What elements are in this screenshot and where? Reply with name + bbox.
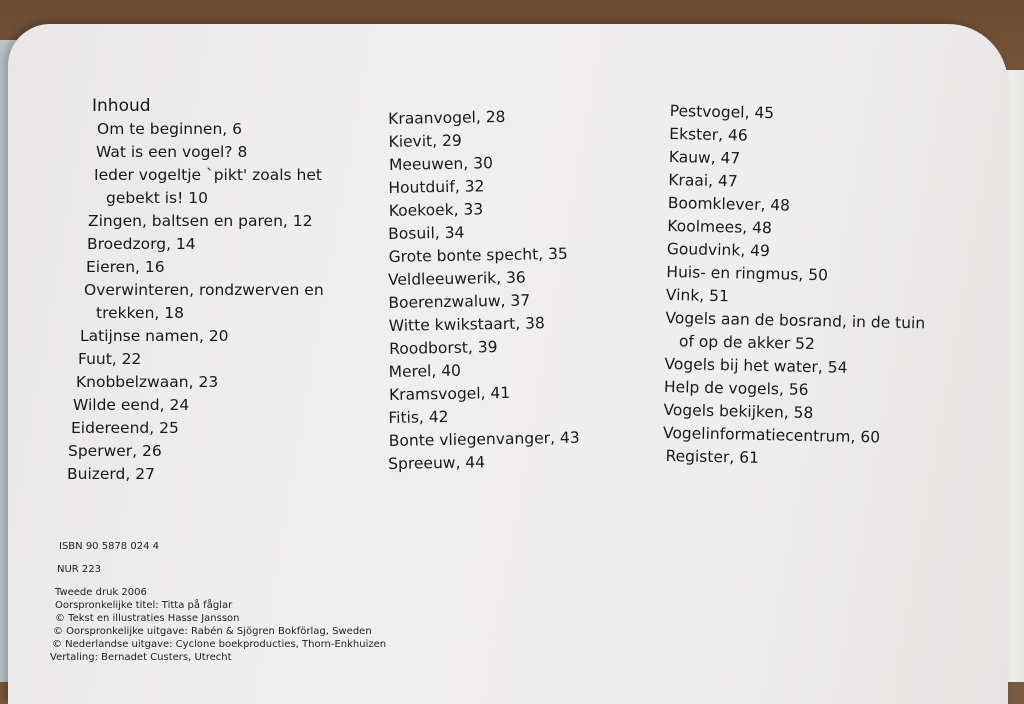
- toc-entry: Kraai, 47: [668, 170, 738, 191]
- nur-text: NUR 223: [57, 564, 102, 575]
- toc-entry: Eieren, 16: [86, 258, 165, 276]
- toc-entry: Boomklever, 48: [667, 193, 791, 215]
- isbn-text: ISBN 90 5878 024 4: [59, 541, 159, 552]
- toc-entry: Vogels bij het water, 54: [664, 354, 848, 377]
- toc-entry: Eidereend, 25: [71, 419, 179, 437]
- toc-column-1: [67, 95, 382, 486]
- toc-entry: Grote bonte specht, 35: [388, 244, 568, 266]
- imprint-line: Vertaling: Bernadet Custers, Utrecht: [50, 652, 232, 663]
- toc-entry: Kievit, 29: [388, 131, 462, 151]
- toc-entry: Wat is een vogel? 8: [96, 143, 248, 161]
- toc-entry: Roodborst, 39: [389, 338, 498, 358]
- toc-entry: Help de vogels, 56: [663, 377, 809, 399]
- toc-entry: Koolmees, 48: [667, 216, 773, 238]
- toc-entry: gebekt is! 10: [106, 189, 208, 207]
- toc-entry: Om te beginnen, 6: [97, 120, 243, 138]
- toc-entry: Witte kwikstaart, 38: [388, 314, 545, 335]
- imprint-line: © Oorspronkelijke uitgave: Rabén & Sjögren Bokförlag, Sweden: [53, 626, 372, 637]
- toc-entry: Fuut, 22: [78, 350, 142, 368]
- toc-entry: Goudvink, 49: [666, 239, 771, 261]
- toc-entry: Vogelinformatiecentrum, 60: [662, 423, 881, 447]
- toc-entry: Kraanvogel, 28: [388, 107, 506, 128]
- toc-entry: Vogels aan de bosrand, in de tuin: [665, 308, 926, 333]
- toc-entry: Meeuwen, 30: [388, 154, 494, 174]
- toc-entry: Vink, 51: [665, 285, 730, 306]
- toc-entry: Houtduif, 32: [388, 177, 485, 197]
- toc-entry: of op de akker 52: [678, 332, 815, 354]
- imprint-block: [50, 540, 555, 664]
- toc-entry: Merel, 40: [388, 361, 462, 381]
- toc-entry: Veldleeuwerik, 36: [387, 268, 526, 289]
- toc-entry: Pestvogel, 45: [669, 101, 775, 123]
- toc-entry: Wilde eend, 24: [73, 396, 190, 414]
- imprint-line: Tweede druk 2006: [55, 587, 147, 598]
- toc-entry: Vogels bekijken, 58: [663, 400, 814, 423]
- toc-entry: Latijnse namen, 20: [80, 327, 229, 345]
- toc-entry: Kauw, 47: [668, 147, 741, 168]
- toc-entry: Spreeuw, 44: [388, 453, 486, 473]
- toc-entry: Bosuil, 34: [388, 223, 465, 243]
- toc-entry: Buizerd, 27: [67, 465, 155, 483]
- toc-entry: Ieder vogeltje `pikt' zoals het: [94, 166, 322, 184]
- toc-entry: Fitis, 42: [388, 407, 449, 427]
- toc-entry: Overwinteren, rondzwerven en: [84, 281, 324, 299]
- toc-column-3: [662, 100, 970, 474]
- imprint-line: Oorspronkelijke titel: Titta på fåglar: [55, 600, 233, 611]
- toc-entry: Knobbelzwaan, 23: [76, 373, 219, 391]
- toc-entry: Ekster, 46: [669, 124, 748, 145]
- toc-entry: Bonte vliegenvanger, 43: [388, 428, 580, 450]
- toc-entry: trekken, 18: [96, 304, 184, 322]
- toc-column-2: [385, 103, 661, 476]
- toc-entry: Broedzorg, 14: [87, 235, 196, 253]
- toc-heading: Inhoud: [92, 96, 151, 116]
- toc-entry: Zingen, baltsen en paren, 12: [88, 212, 313, 230]
- toc-entry: Kramsvogel, 41: [388, 383, 511, 404]
- toc-entry: Boerenzwaluw, 37: [388, 291, 531, 312]
- toc-entry: Register, 61: [665, 446, 760, 467]
- imprint-line: © Tekst en illustraties Hasse Jansson: [55, 613, 240, 624]
- imprint-line: © Nederlandse uitgave: Cyclone boekproducties, Thorn-Enkhuizen: [52, 639, 387, 650]
- toc-entry: Huis- en ringmus, 50: [666, 262, 829, 285]
- toc-entry: Sperwer, 26: [68, 442, 162, 460]
- toc-entry: Koekoek, 33: [388, 200, 484, 220]
